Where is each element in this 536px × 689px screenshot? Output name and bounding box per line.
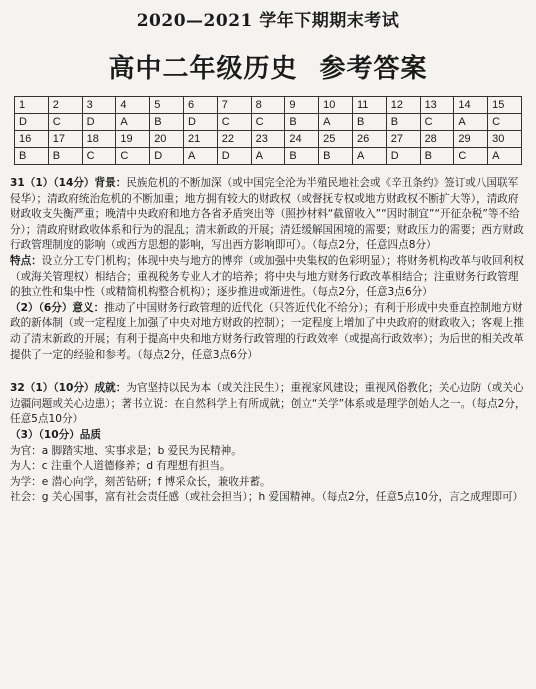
table-row [15, 131, 522, 148]
page-title [0, 48, 536, 85]
exam-title: 2020—2021 学年下期期末考试 [136, 11, 400, 31]
q32-as-person: 为人：c 注重个人道德修养；d 有理想有担当。 [10, 460, 231, 473]
table-cell: 29 [454, 131, 488, 148]
q31-background: 31（1）（14分）背景：民族危机的不断加深（或中国完全沦为半殖民地社会或《辛丑条约》签订或八国联军侵华）；清政府统治危机的不断加重；地方拥有较大的财政权（或督抚专权或地方财政权不断扩大等），清政府财政收支失衡严重；晚清中央政府和地方各省矛盾突出等（照抄材料“截留收入”“因时制宜”“开征杂税”等不给分）；清政府财政收体系和行为的混乱；清末新政的开展；清廷缓解国困境的需要；财政压力的需要；西方财政行政管理制度的影响（或西方思想的影响，写出西方影响即可）。（每点2分，任意四点8分） [10, 177, 524, 252]
table-row [15, 114, 522, 131]
table-cell: 13 [420, 97, 454, 114]
table-cell: 2 [48, 97, 82, 114]
table-cell: 4 [116, 97, 150, 114]
table-cell: 8 [251, 97, 285, 114]
table-cell: B [150, 114, 184, 131]
table-cell: 30 [488, 131, 522, 148]
q31-features: 特点：设立分工专门机构；体现中央与地方的博弈（或加强中央集权的色彩明显）；将财务机构改革与收回利权（或海关管理权）相结合；重视税务专业人才的培养；将中央与地方财务行政改革相结合；注重财务行政管理的独立性和集中性（或精简机构整合机构）；逐步推进或渐进性。（每点2分，任意3点6分） [10, 254, 524, 299]
q32-as-official: 为官：a 脚踏实地、实事求是；b 爱民为民精神。 [10, 444, 242, 457]
q32-society: 社会：g 关心国事，富有社会责任感（或社会担当）；h 爱国精神。（每点2分，任意5点10分，言之成理即可） [10, 491, 524, 504]
table-cell: A [319, 114, 353, 131]
table-cell: 24 [285, 131, 319, 148]
table-cell: C [217, 114, 251, 131]
table-cell: 15 [488, 97, 522, 114]
table-cell: 12 [386, 97, 420, 114]
table-cell: B [15, 148, 49, 165]
table-row [15, 148, 522, 165]
subject-title: 高中二年级历史 [108, 54, 298, 84]
table-cell: B [420, 148, 454, 165]
table-cell: 14 [454, 97, 488, 114]
table-cell: A [352, 148, 386, 165]
table-cell: D [15, 114, 49, 131]
q32-as-scholar: 为学：e 潜心向学，刻苦钻研；f 博采众长，兼收并蓄。 [10, 475, 271, 488]
table-cell: A [488, 148, 522, 165]
table-cell: 28 [420, 131, 454, 148]
table-cell: C [251, 114, 285, 131]
table-cell: 18 [82, 131, 116, 148]
table-cell: C [48, 114, 82, 131]
table-cell: A [183, 148, 217, 165]
table-cell: 10 [319, 97, 353, 114]
q32-qualities-heading: （3）（10分）品质 [10, 428, 101, 441]
table-cell: 7 [217, 97, 251, 114]
table-cell: D [183, 114, 217, 131]
answer-table [14, 96, 522, 165]
table-cell: 1 [15, 97, 49, 114]
table-cell: C [116, 148, 150, 165]
table-cell: 17 [48, 131, 82, 148]
table-cell: 3 [82, 97, 116, 114]
answer-key-title: 参考答案 [319, 54, 428, 84]
table-cell: 19 [116, 131, 150, 148]
table-cell: B [285, 114, 319, 131]
table-cell: C [420, 114, 454, 131]
table-cell: 23 [251, 131, 285, 148]
table-cell: 27 [386, 131, 420, 148]
table-cell: 25 [319, 131, 353, 148]
table-cell: 5 [150, 97, 184, 114]
table-cell: 20 [150, 131, 184, 148]
table-cell: 9 [285, 97, 319, 114]
table-cell: A [116, 114, 150, 131]
table-cell: D [386, 148, 420, 165]
table-cell: B [386, 114, 420, 131]
table-cell: 11 [352, 97, 386, 114]
table-row [15, 97, 522, 114]
table-cell: C [454, 148, 488, 165]
table-cell: 16 [15, 131, 49, 148]
table-cell: B [319, 148, 353, 165]
table-cell: 26 [352, 131, 386, 148]
table-cell: 6 [183, 97, 217, 114]
table-cell: D [82, 114, 116, 131]
table-cell: A [454, 114, 488, 131]
table-cell: 22 [217, 131, 251, 148]
table-cell: A [251, 148, 285, 165]
table-cell: B [48, 148, 82, 165]
q32-achievements: 32（1）（10分）成就：为官坚持以民为本（或关注民生）；重视家风建设；重视风俗教化；关心边防（或关心边疆问题或关心边患）；著书立说：在自然科学上有所成就；创立“关学”体系或是理学创始人之一。（每点2分，任意5点10分） [10, 382, 526, 426]
table-cell: 21 [183, 131, 217, 148]
table-cell: C [488, 114, 522, 131]
answer-explanations [10, 176, 526, 506]
q31-significance: （2）（6分）意义：推动了中国财务行政管理的近代化（只答近代化不给分）；有利于形成中央垂直控制地方财政的新体制（或一定程度上加强了中央对地方财政的控制）；一定程度上增加了中央政府的财政收入；客观上推动了清末新政的开展；有利于提高中央和地方财务行政管理的行政效率（或提高行政效率）；为后世的相关改革提供了一定的经验和参考。（每点2分，任意3点6分） [10, 301, 524, 361]
table-cell: D [217, 148, 251, 165]
table-cell: B [285, 148, 319, 165]
table-cell: D [150, 148, 184, 165]
table-cell: C [82, 148, 116, 165]
table-cell: B [352, 114, 386, 131]
